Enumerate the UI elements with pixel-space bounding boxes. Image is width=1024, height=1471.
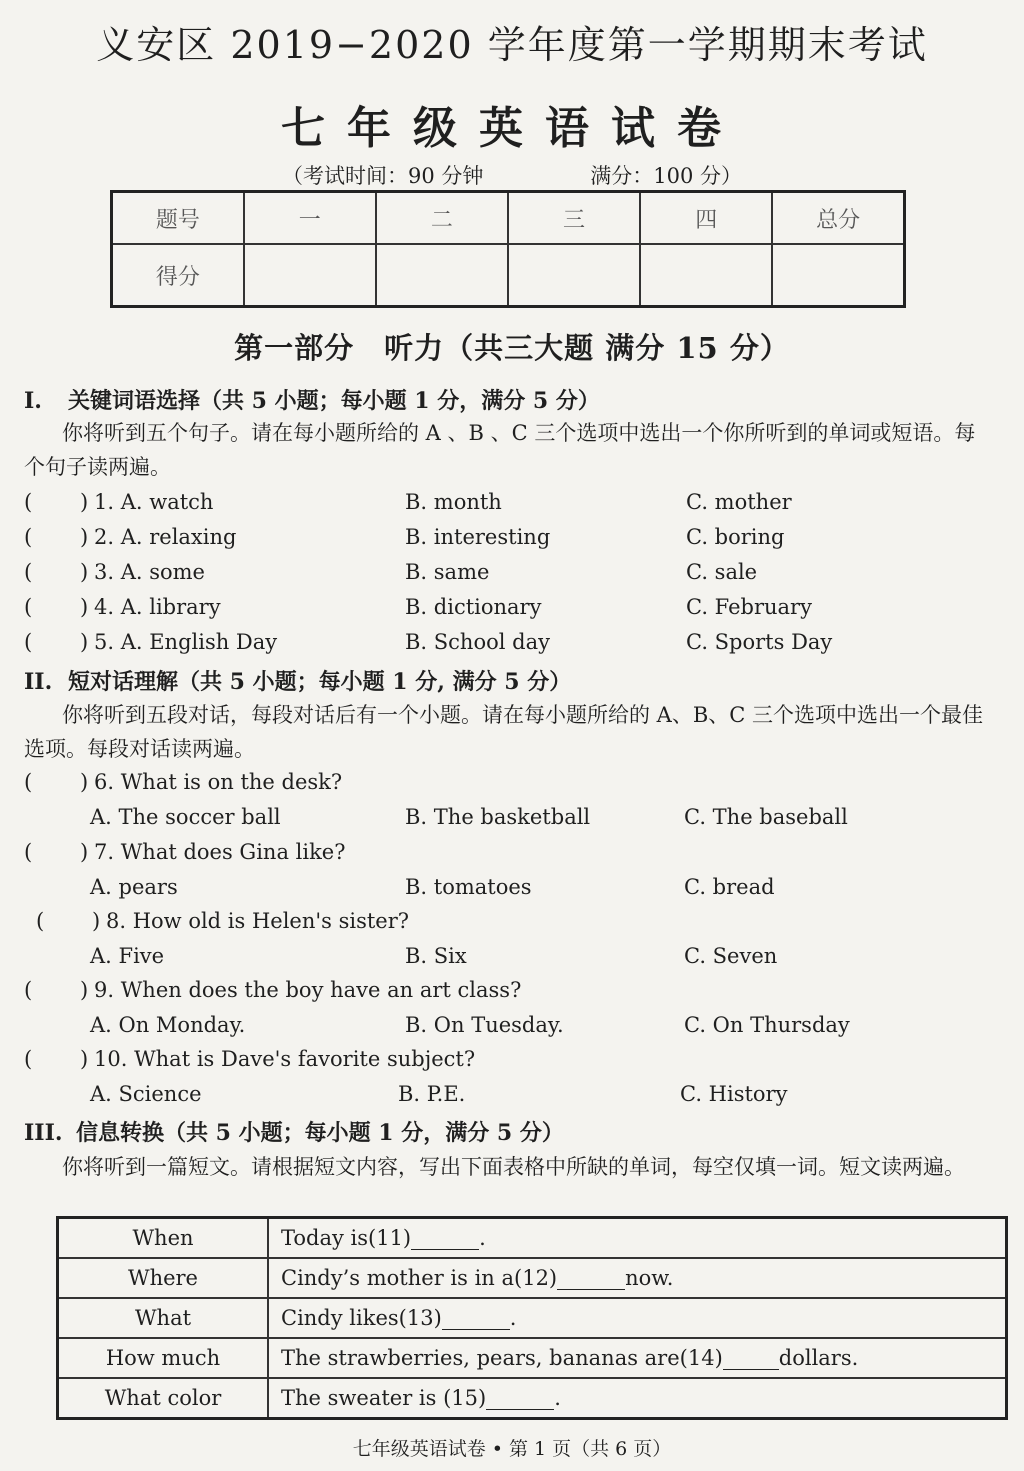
- score-header-cell: 一: [244, 192, 376, 245]
- section-3-instructions: 你将听到一篇短文。请根据短文内容，写出下面表格中所缺的单词，每空仅填一词。短文读两遍。: [62, 1155, 965, 1179]
- info-text: Cindy likes(13): [281, 1306, 442, 1330]
- option-c: C. bread: [684, 875, 775, 899]
- section-2-instructions: 你将听到五段对话，每段对话后有一个小题。请在每小题所给的 A、B、C 三个选项中选出一个最佳选项。每段对话读两遍。: [24, 703, 984, 761]
- score-cell[interactable]: [376, 244, 508, 307]
- options-row: [24, 1082, 984, 1112]
- score-cell[interactable]: [244, 244, 376, 307]
- answer-bracket-close: ): [80, 1047, 89, 1071]
- info-value: [268, 1338, 1007, 1378]
- page-footer: 七年级英语试卷 • 第 1 页（共 6 页）: [352, 1438, 672, 1460]
- question-text: 7. What does Gina like?: [94, 840, 346, 864]
- question-text: 6. What is on the desk?: [94, 770, 343, 794]
- info-row: [58, 1378, 1007, 1419]
- section-heading: 信息转换（共 5 小题；每小题 1 分，满分 5 分）: [76, 1120, 564, 1146]
- option-a: 4. A. library: [94, 595, 221, 619]
- info-text: The sweater is (15): [281, 1386, 487, 1410]
- options-row: [24, 805, 984, 835]
- answer-bracket-open[interactable]: (: [24, 560, 33, 584]
- option-c: C. sale: [686, 560, 758, 584]
- info-key: How much: [58, 1338, 269, 1378]
- info-text-after: dollars.: [778, 1346, 859, 1370]
- option-c: C. The baseball: [684, 805, 848, 829]
- question-row: [24, 770, 984, 800]
- answer-bracket-close: ): [80, 978, 89, 1002]
- score-header-cell: 四: [640, 192, 772, 245]
- option-a: A. On Monday.: [90, 1013, 246, 1037]
- option-a: 1. A. watch: [94, 490, 214, 514]
- option-a: 5. A. English Day: [94, 630, 278, 654]
- info-text: Today is(11): [281, 1226, 412, 1250]
- option-b: B. Six: [405, 944, 467, 968]
- section-2-title: [24, 665, 571, 696]
- option-b: B. On Tuesday.: [405, 1013, 564, 1037]
- option-c: C. mother: [686, 490, 792, 514]
- info-key: What color: [58, 1378, 269, 1419]
- option-b: B. same: [405, 560, 490, 584]
- option-c: C. boring: [686, 525, 785, 549]
- answer-blank[interactable]: [486, 1389, 554, 1410]
- info-row: [58, 1298, 1007, 1338]
- answer-bracket-close: ): [92, 909, 101, 933]
- question-row: [24, 1047, 984, 1077]
- options-row: [24, 1013, 984, 1043]
- option-b: B. dictionary: [405, 595, 542, 619]
- answer-bracket-close: ): [80, 630, 89, 654]
- info-text: Cindy’s mother is in a(12): [281, 1266, 558, 1290]
- info-text-after: .: [479, 1226, 486, 1250]
- section-1-title: [24, 384, 600, 415]
- option-b: B. School day: [405, 630, 550, 654]
- question-row: [24, 630, 984, 660]
- score-table: [110, 190, 906, 308]
- answer-bracket-close: ): [80, 595, 89, 619]
- answer-bracket-open[interactable]: (: [24, 1047, 33, 1071]
- score-cell[interactable]: [508, 244, 640, 307]
- question-text: 9. When does the boy have an art class?: [94, 978, 522, 1002]
- section-number: III.: [24, 1120, 63, 1146]
- option-c: C. Seven: [684, 944, 778, 968]
- info-text-after: .: [509, 1306, 517, 1330]
- option-a: A. Five: [90, 944, 165, 968]
- question-row: [24, 909, 984, 939]
- question-row: [24, 840, 984, 870]
- exam-title: 义安区 2019−2020 学年度第一学期期末考试: [96, 23, 928, 67]
- answer-bracket-open[interactable]: (: [36, 909, 45, 933]
- score-header-cell: 题号: [112, 192, 244, 245]
- info-text: The strawberries, pears, bananas are(14): [281, 1346, 723, 1370]
- question-row: [24, 490, 984, 520]
- options-row: [24, 944, 984, 974]
- option-c: C. History: [680, 1082, 788, 1106]
- info-key: Where: [58, 1258, 269, 1298]
- option-a: A. pears: [90, 875, 178, 899]
- answer-bracket-open[interactable]: (: [24, 595, 33, 619]
- answer-blank[interactable]: [442, 1309, 510, 1330]
- answer-bracket-close: ): [80, 770, 89, 794]
- answer-bracket-open[interactable]: (: [24, 490, 33, 514]
- answer-bracket-open[interactable]: (: [24, 770, 33, 794]
- section-1-instructions: 你将听到五个句子。请在每小题所给的 A 、B 、C 三个选项中选出一个你所听到的单词或短语。每个句子读两遍。: [24, 421, 976, 479]
- answer-bracket-close: ): [80, 560, 89, 584]
- info-value: [268, 1258, 1007, 1298]
- info-value: [268, 1218, 1007, 1259]
- option-b: B. The basketball: [405, 805, 591, 829]
- score-cell[interactable]: [640, 244, 772, 307]
- option-b: B. interesting: [405, 525, 551, 549]
- section-heading: 短对话理解（共 5 小题；每小题 1 分, 满分 5 分）: [68, 669, 572, 695]
- answer-bracket-open[interactable]: (: [24, 525, 33, 549]
- question-row: [24, 978, 984, 1008]
- info-row: [58, 1258, 1007, 1298]
- answer-blank[interactable]: [723, 1349, 779, 1370]
- info-text-after: .: [554, 1386, 561, 1410]
- section-number: II.: [24, 669, 53, 695]
- answer-bracket-close: ): [80, 525, 89, 549]
- section-3-title: [24, 1116, 564, 1147]
- answer-bracket-open[interactable]: (: [24, 978, 33, 1002]
- options-row: [24, 875, 984, 905]
- info-value: [268, 1298, 1007, 1338]
- info-key: What: [58, 1298, 269, 1338]
- score-cell[interactable]: [772, 244, 904, 307]
- option-c: C. Sports Day: [686, 630, 833, 654]
- answer-bracket-open[interactable]: (: [24, 630, 33, 654]
- option-c: C. February: [686, 595, 812, 619]
- option-b: B. P.E.: [398, 1082, 466, 1106]
- info-row: [58, 1338, 1007, 1378]
- info-value: [268, 1378, 1007, 1419]
- option-b: B. tomatoes: [405, 875, 532, 899]
- part-one-title: 第一部分 听力（共三大题 满分 15 分）: [234, 331, 790, 365]
- info-key: When: [58, 1218, 269, 1259]
- option-a: 2. A. relaxing: [94, 525, 237, 549]
- option-c: C. On Thursday: [684, 1013, 850, 1037]
- section-heading: 关键词语选择（共 5 小题；每小题 1 分，满分 5 分）: [68, 388, 600, 414]
- paper-subtitle: 七年级英语试卷: [281, 103, 743, 154]
- answer-bracket-close: ): [80, 840, 89, 864]
- option-a: 3. A. some: [94, 560, 205, 584]
- question-text: 8. How old is Helen's sister?: [106, 909, 410, 933]
- answer-bracket-open[interactable]: (: [24, 840, 33, 864]
- score-header-cell: 三: [508, 192, 640, 245]
- score-row-label: 得分: [112, 244, 244, 307]
- exam-info: [282, 160, 742, 190]
- question-row: [24, 595, 984, 625]
- question-text: 10. What is Dave's favorite subject?: [94, 1047, 476, 1071]
- option-b: B. month: [405, 490, 502, 514]
- info-row: [58, 1218, 1007, 1259]
- score-header-cell: 总分: [772, 192, 904, 245]
- exam-time: （考试时间：90 分钟: [282, 164, 484, 188]
- answer-bracket-close: ): [80, 490, 89, 514]
- question-row: [24, 560, 984, 590]
- section-number: I.: [24, 388, 42, 414]
- score-header-cell: 二: [376, 192, 508, 245]
- answer-blank[interactable]: [411, 1229, 479, 1250]
- exam-full-score: 满分：100 分）: [590, 164, 742, 188]
- answer-blank[interactable]: [557, 1269, 625, 1290]
- info-table: [56, 1216, 1008, 1420]
- option-a: A. Science: [90, 1082, 202, 1106]
- info-text-after: now.: [625, 1266, 674, 1290]
- question-row: [24, 525, 984, 555]
- option-a: A. The soccer ball: [90, 805, 281, 829]
